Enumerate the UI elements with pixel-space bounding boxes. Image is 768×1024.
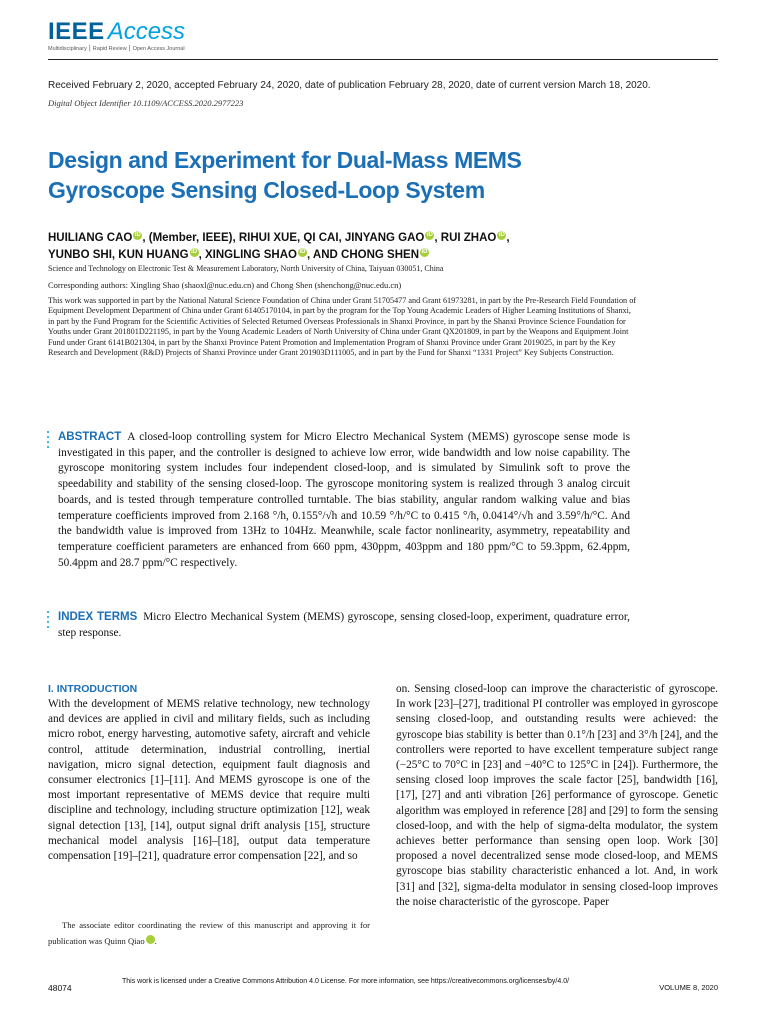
index-terms-dots-icon: [47, 611, 50, 631]
orcid-icon[interactable]: iD: [191, 249, 198, 256]
doi-line: Digital Object Identifier 10.1109/ACCESS.2020.2977223: [48, 98, 244, 108]
orcid-icon[interactable]: iD: [146, 935, 155, 944]
body-column-left: [48, 682, 370, 864]
index-terms-text: Micro Electro Mechanical System (MEMS) gyroscope, sensing closed-loop, experiment, quadrature error, step response.: [58, 611, 630, 639]
abstract-label: ABSTRACT: [58, 431, 122, 443]
abstract-text: A closed-loop controlling system for Micro Electro Mechanical System (MEMS) gyroscope sense mode is investigated in this paper, and the controller is designed to achieve low error, wide bandwidth and low noise capability. The gyroscope monitoring system includes four independent closed-loop, and is simulated by Simulink soft to prove the speedability and stability of the sensing closed-loop. The gyroscope monitoring system is realized through 3 analog circuit boards, and is tested through temperature controlled turntable. The bias stability, angular random walking value and bias temperature coefficients improved from 2.168 °/h, 0.155°/√h and 10.59 °/h/°C to 0.415 °/h, 0.0414°/√h and 3.59°/h/°C. And the bandwidth value is improved from 13Hz to 104Hz. Meanwhile, scale factor nonlinearity, asymmetry, repeatability and temperature coefficient parameters are enhanced from 660 ppm, 430ppm, 403ppm and 180 ppm/°C to 59.3ppm, 62.4ppm, 50.4ppm and 28.7 ppm/°C respectively.: [58, 431, 630, 569]
orcid-icon[interactable]: iD: [498, 232, 505, 239]
orcid-icon[interactable]: iD: [299, 249, 306, 256]
author-shen: , AND CHONG SHEN: [306, 249, 419, 261]
journal-tagline: Multidisciplinary ⎮ Rapid Review ⎮ Open Access Journal: [48, 46, 185, 52]
abstract-dots-icon: [47, 431, 50, 451]
intro-paragraph-right: on. Sensing closed-loop can improve the characteristic of gyroscope. In work [23]–[27], traditional PI controller was employed in gyroscope sensing closed-loop, and outstanding results were achieved: the gyroscope bias stability is better than 0.1°/h [23] and 3°/h [24], and the controllers were reported to have excellent temperature subject range (−25°C to 70°C in [23] and −40°C to 125°C in [24]). Furthermore, the sensing closed loop improves the scale factor [25], bandwidth [16], [17], [27] and anti vibration [26] performance of gyroscope. Genetic algorithm was employed in reference [28] and [29] to form the sensing closed-loop, and with the help of sigma-delta modulator, the system achieves better performance than sensing open loop. Work [30] proposed a novel decentralized sense mode closed-loop, and MEMS gyroscope bias stability characteristic enhanced a lot. And, in work [31] and [32], sigma-delta modulator in sensing closed-loop improves the noise characteristic of the gyroscope. Paper: [396, 683, 718, 908]
orcid-icon[interactable]: iD: [421, 249, 428, 256]
author-shao: , XINGLING SHAO: [198, 249, 297, 261]
author-group-1: , (Member, IEEE), RIHUI XUE, QI CAI, JINYANG GAO: [142, 232, 425, 244]
corresponding-authors: Corresponding authors: Xingling Shao (shaoxl@nuc.edu.cn) and Chong Shen (shenchong@nuc.edu.cn): [48, 280, 402, 290]
author-comma: ,: [506, 232, 510, 244]
paper-title-line-2: Gyroscope Sensing Closed-Loop System: [48, 177, 485, 203]
body-column-right: [396, 682, 718, 910]
header-divider: [48, 59, 718, 60]
orcid-icon[interactable]: iD: [134, 232, 141, 239]
journal-logo: [48, 18, 185, 46]
editor-footnote-text: The associate editor coordinating the review of this manuscript and approving it for publication was Quinn Qiao: [48, 920, 370, 946]
author-cao: HUILIANG CAO: [48, 232, 133, 244]
page-number: 48074: [48, 983, 72, 993]
author-group-2: YUNBO SHI, KUN HUANG: [48, 249, 189, 261]
paper-title: [48, 145, 688, 205]
volume-label: VOLUME 8, 2020: [659, 983, 718, 992]
index-terms-label: INDEX TERMS: [58, 611, 138, 623]
received-dates: Received February 2, 2020, accepted February 24, 2020, date of publication February 28, 2020, date of current version March 18, 2020.: [48, 80, 651, 91]
author-zhao: , RUI ZHAO: [434, 232, 497, 244]
affiliation: Science and Technology on Electronic Test & Measurement Laboratory, North University of China, Taiyuan 030051, China: [48, 264, 444, 273]
intro-paragraph-left: With the development of MEMS relative technology, new technology and devices are applied in civil and military fields, such as including micro robot, energy harvesting, automotive safety, aircraft and vehicle control, attitude determination, industrial controlling, inertial navigation, micro signal detection, equipment fault diagnosis and consumer electronics [1]–[11]. And MEMS gyroscope is one of the most important representative of MEMS device that require multi discipline and technology, including structure optimization [12], weak signal detection [13], [14], output signal drift analysis [15], structure mechanical model analysis [16]–[18], output data temperature compensation [19]–[21], quadrature error compensation [22], and so: [48, 698, 370, 863]
logo-access-text: Access: [107, 18, 186, 45]
abstract-block: [58, 430, 630, 571]
author-list: [48, 230, 728, 264]
paper-title-line-1: Design and Experiment for Dual-Mass MEMS: [48, 147, 522, 173]
editor-footnote: The associate editor coordinating the review of this manuscript and approving it for publication was Quinn Qiao iD.: [48, 920, 370, 946]
logo-ieee-text: IEEE: [48, 18, 105, 45]
index-terms-block: [58, 610, 630, 641]
funding-statement: This work was supported in part by the National Natural Science Foundation of China under Grant 51705477 and Grant 61973281, in part by the Pre-Research Field Foundation of Equipment Development Department of China under Grant 61405170104, in part by the program for the Top Young Academic Leaders of Higher Learning Institutions of Shanxi, in part by the Fund Program for the Scientific Activities of Selected Returned Overseas Professionals in Shanxi Province, in part by the Shanxi Province Science Foundation for Youths under Grant 201801D221195, in part by the Young Academic Leaders of North University of China under Grant QX201809, in part by the Weapons and Equipment Joint Fund under Grant 6141B021304, in part by the Shanxi Province Patent Promotion and Implementation Program of Shanxi Province under Grant 2019025, in part by the Key Research and Development (R&D) Projects of Shanxi Province under Grant 201903D111005, and in part by the Fund for Shanxi “1331 Project” Key Subjects Construction.: [48, 296, 637, 358]
section-heading-introduction: I. INTRODUCTION: [48, 683, 138, 695]
orcid-icon[interactable]: iD: [426, 232, 433, 239]
license-notice[interactable]: This work is licensed under a Creative Commons Attribution 4.0 License. For more information, see https://creativecommons.org/licenses/by/4.0/: [122, 978, 570, 985]
